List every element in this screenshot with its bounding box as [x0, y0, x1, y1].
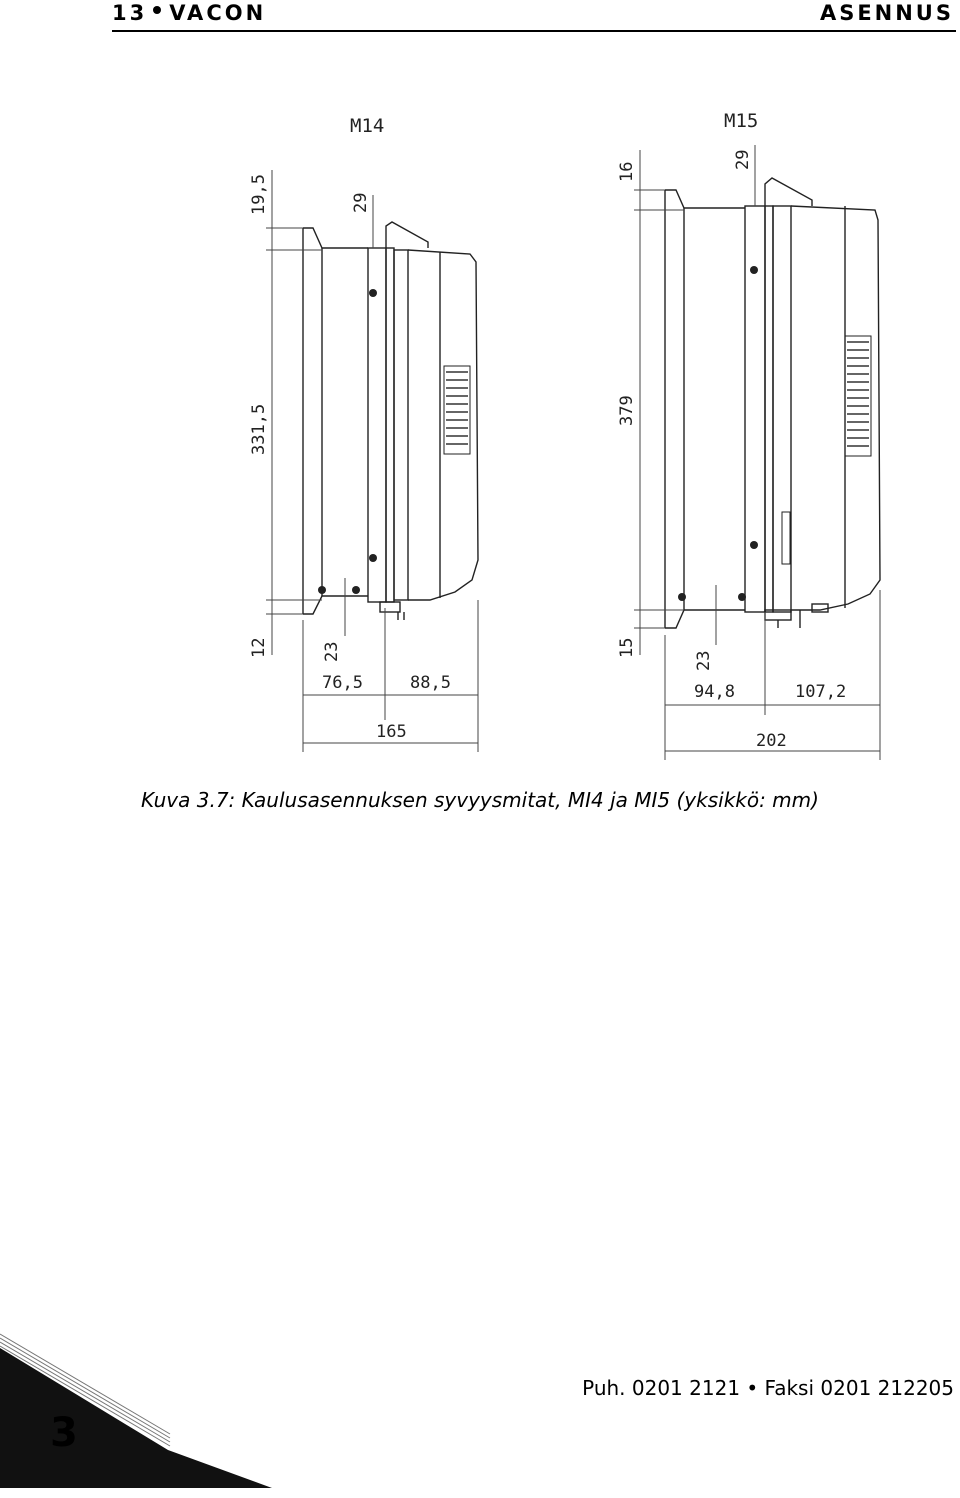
m14-vertical-dims: [266, 170, 385, 720]
page-number: 13: [112, 1, 148, 25]
m14-title: M14: [350, 115, 385, 137]
m15-dim-depth-back: 107,2: [795, 682, 847, 702]
m15-dim-top-offset: 16: [617, 161, 637, 182]
m14-dim-depth-back: 88,5: [410, 673, 451, 693]
m15-dim-bottom-offset: 15: [617, 637, 637, 658]
m14-dim-height: 331,5: [249, 403, 269, 455]
corner-decoration: [0, 1328, 280, 1498]
m14-dim-flange-top: 29: [351, 192, 371, 213]
m14-dim-depth-front: 76,5: [322, 673, 363, 693]
m15-dim-flange-bottom: 23: [694, 650, 714, 671]
m15-title: M15: [724, 110, 759, 132]
m15-dim-depth-front: 94,8: [694, 682, 735, 702]
m15-dim-flange-top: 29: [733, 149, 753, 170]
m14-drawing: [249, 115, 478, 752]
brand-name: VACON: [169, 1, 267, 25]
m15-drawing: [617, 110, 880, 760]
m15-dim-height: 379: [617, 395, 637, 426]
m14-dim-flange-bottom: 23: [322, 641, 342, 662]
chapter-number: 3: [50, 1410, 78, 1456]
section-title: ASENNUS: [819, 1, 954, 25]
footer-contact: Puh. 0201 2121 • Faksi 0201 212205: [582, 1376, 954, 1400]
m15-dim-total-depth: 202: [756, 731, 787, 751]
figure-caption: Kuva 3.7: Kaulusasennuksen syvyysmitat, MI4 ja MI5 (yksikkö: mm): [141, 788, 819, 812]
m14-dim-bottom-offset: 12: [249, 637, 269, 658]
m14-dim-top-offset: 19,5: [249, 174, 269, 215]
m14-device-outline: [303, 222, 478, 620]
m15-device-outline: [665, 178, 880, 628]
m14-dim-total-depth: 165: [376, 722, 407, 742]
